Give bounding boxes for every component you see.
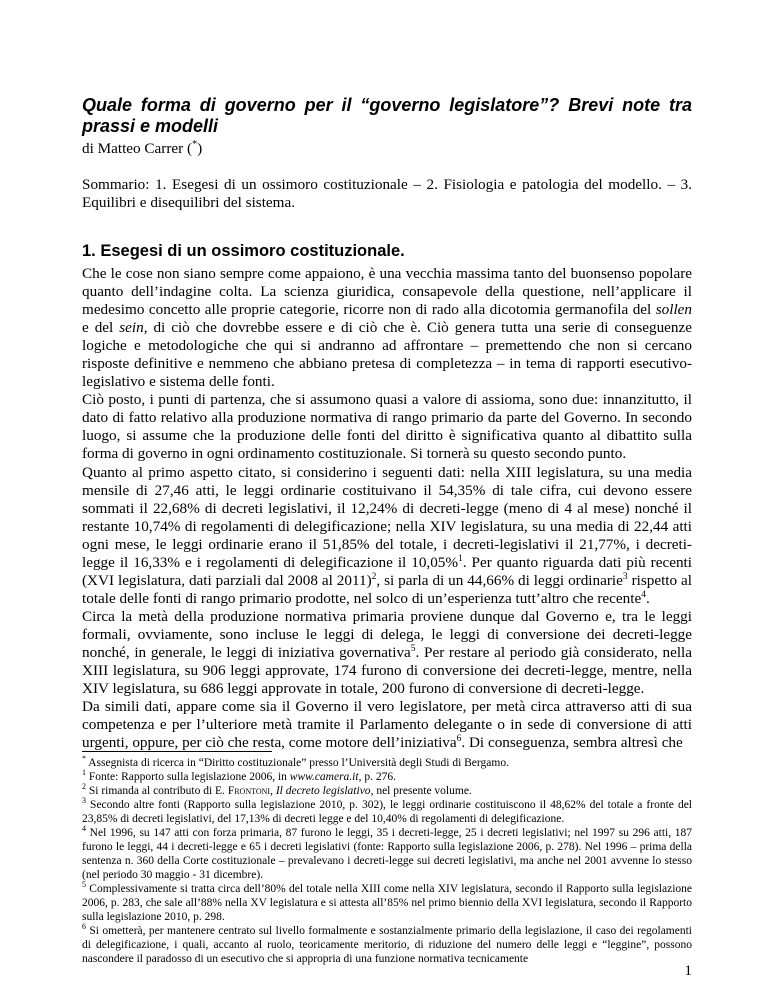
footnote-mark: * <box>82 754 86 764</box>
author-smallcaps: Frontoni <box>227 785 271 797</box>
footnote-4 <box>82 826 692 882</box>
footnote-text: , nel presente volume. <box>370 785 472 797</box>
paragraph-2: Ciò posto, i punti di partenza, che si assumono quasi a valore di assioma, sono due: innanzitutto, il dato di fatto relativo alla produzione normativa di rango primario da parte del Governo. In secondo luogo, si assume che la produzione delle fonti del diritto è significativa quanto al dibattito sulla forma di governo in ogni ordinamento costituzionale. Si tornerà su questo secondo punto. <box>82 391 692 463</box>
footnote-ref[interactable]: 4 <box>641 589 646 600</box>
paragraph-text: . Per quanto riguarda dati più recenti (XVI legislatura, dati parziali dal 2008 al 2011) <box>82 553 692 589</box>
italic-term: sollen <box>655 301 692 319</box>
footnote-link[interactable]: www.camera.it <box>289 771 359 783</box>
italic-title: Il decreto legislativo <box>275 785 371 797</box>
footnote-star <box>82 756 692 770</box>
paragraph-text: , si parla di un 44,66% di leggi ordinarie <box>376 571 623 589</box>
paragraph-1 <box>82 265 692 391</box>
footnotes <box>82 756 692 966</box>
document-title: Quale forma di governo per il “governo legislatore”? Brevi note tra prassi e modelli <box>82 95 692 136</box>
footnote-text: Si ometterà, per mantenere centrato sul livello formalmente e sostanzialmente primario della legislazione, il caso dei regolamenti di delegificazione, i quali, accanto al ruolo, teoricamente meritorio, di riduzione del numero delle leggi e “leggine”, possono nascondere il paradosso di un esecutivo che si appropria di una funzione normativa tecnicamente <box>82 925 692 965</box>
footnote-text: Fonte: Rapporto sulla legislazione 2006, in <box>86 771 290 783</box>
footnote-ref[interactable]: 6 <box>456 734 462 745</box>
paragraph-text: Che le cose non siano sempre come appaiono, è una vecchia massima tanto del buonsenso popolare quanto dell’indagine colta. La scienza giuridica, consapevole della questione, nell’applicare il medesimo concetto alle proprie categorie, ricorre non di rado alla dicotomia germanofila del <box>82 265 692 319</box>
page-number: 1 <box>684 962 692 979</box>
footnote-ref[interactable]: 3 <box>622 571 628 582</box>
footnote-ref[interactable]: 2 <box>371 571 377 582</box>
summary: Sommario: 1. Esegesi di un ossimoro costituzionale – 2. Fisiologia e patologia del modello. – 3. Equilibri e disequilibri del sistema. <box>82 176 692 211</box>
footnote-text: Nel 1996, su 147 atti con forza primaria, 87 furono le leggi, 35 i decreti-legge, 25 i decreti legislativi; nel 1997 su 296 atti, 187 furono le leggi, 44 i decreti-legge e 65 i decreti legislativi (fonte: Rapporto sulla legislazione 2006, p. 278). Nel 1996 – prima della sentenza n. 360 della Corte costituzionale – prevalevano i decreti-legge sui decreti legislativi, ma anche nel 2001 avvenne lo stesso (nel periodo 30 maggio - 31 dicembre). <box>82 827 692 881</box>
footnote-ref[interactable]: 1 <box>458 553 463 564</box>
footnote-text: , <box>270 785 276 797</box>
footnote-mark: 5 <box>82 880 86 890</box>
author-suffix: ) <box>197 140 203 157</box>
footnote-text: , p. 276. <box>358 771 396 783</box>
footnote-text: Assegnista di ricerca in “Diritto costituzionale” presso l’Università degli Studi di Bergamo. <box>86 757 509 769</box>
paragraph-text: e del <box>82 319 120 337</box>
author-footnote-mark[interactable]: * <box>192 138 198 150</box>
footnote-1 <box>82 770 692 784</box>
paragraph-text: . Per restare al periodo già considerato, nella XIII legislatura, su 906 leggi approvate, 174 furono di conversione dei decreti-legge, mentre, nella XIV legislatura, su 686 leggi approvate in totale, 200 furono di conversione di decreti-legge. <box>82 643 693 698</box>
paragraph-3 <box>82 464 692 608</box>
paragraph-text: Da simili dati, appare come sia il Governo il vero legislatore, per metà circa attraverso atti di sua competenza e per l’ulteriore metà tramite il Parlamento delegante o in sede di conversione di atti urgenti, oppure, per ciò che resta, come motore dell’iniziativa <box>82 698 692 752</box>
footnote-6 <box>82 924 692 966</box>
footnote-mark: 2 <box>82 782 86 792</box>
footnote-mark: 3 <box>82 796 86 806</box>
body-text <box>82 265 692 752</box>
footnote-ref[interactable]: 5 <box>410 643 416 654</box>
paragraph-4 <box>82 608 692 698</box>
paragraph-text: , di ciò che dovrebbe essere e di ciò che è. Ciò genera tutta una serie di conseguenze logiche e metodologiche che qui si andranno ad affrontare – premettendo che non si cercano risposte definitive e nemmeno che abbiano pretesa di completezza – in tema di rapporti esecutivo-legislativo e sistema delle fonti. <box>82 319 692 391</box>
footnote-text: Complessivamente si tratta circa dell’80% del totale nella XIII come nella XIV legislatura, secondo il Rapporto sulla legislazione 2006, p. 283, che sale all’88% nella XV legislatura e si attesta all’85% nel primo biennio della XVI legislatura, secondo il Rapporto sulla legislazione 2010, p. 298. <box>82 883 692 923</box>
footnote-mark: 1 <box>82 768 86 778</box>
footnote-text: Si rimanda al contributo di E. <box>86 785 228 797</box>
footnote-5 <box>82 882 692 924</box>
footnote-mark: 4 <box>82 824 86 834</box>
paragraph-text: . <box>645 589 650 607</box>
paragraph-text: . Di conseguenza, sembra altresì che <box>461 734 683 752</box>
footnote-3 <box>82 798 692 826</box>
author-line <box>82 140 202 158</box>
footnote-2 <box>82 784 692 798</box>
footnote-mark: 6 <box>82 922 86 932</box>
section-heading: 1. Esegesi di un ossimoro costituzionale. <box>82 242 405 260</box>
italic-term: sein <box>119 319 144 337</box>
paragraph-text: Circa la metà della produzione normativa primaria proviene dunque dal Governo e, tra le leggi formali, ovviamente, sono incluse le leggi di delega, le leggi di conversione dei decreti-legge nonché, in generale, le leggi di iniziativa governativa <box>82 607 692 661</box>
author-name: di Matteo Carrer ( <box>82 140 193 157</box>
paragraph-text: Quanto al primo aspetto citato, si considerino i seguenti dati: nella XIII legislatura, su una media mensile di 27,46 atti, le leggi ordinarie costituivano il 54,35% di tale cifra, cui devono essere sommati il 22,68% di decreti legislativi, il 12,24% di decreti-legge (meno di 4 al mese) nonché il restante 10,74% di regolamenti di delegificazione; nella XIV legislatura, su una media di 22,44 atti ogni mese, le leggi ordinarie erano il 51,85% del totale, i decreti-legislativi il 21,77%, i decreti-legge il 16,33% e i regolamenti di delegificazione il 10,05% <box>82 463 692 571</box>
paragraph-5 <box>82 698 692 752</box>
footnote-text: Secondo altre fonti (Rapporto sulla legislazione 2010, p. 302), le leggi ordinarie costituiscono il 48,62% del totale a fronte del 23,85% di decreti legislativi, del 17,13% di decreti legge e del 10,40% di regolamenti di delegificazione. <box>82 799 692 825</box>
paragraph-text: rispetto al totale delle fonti di rango primario prodotte, nel solco di un’esperienza tutt’altro che recente <box>82 571 693 607</box>
footnote-separator <box>82 751 272 752</box>
